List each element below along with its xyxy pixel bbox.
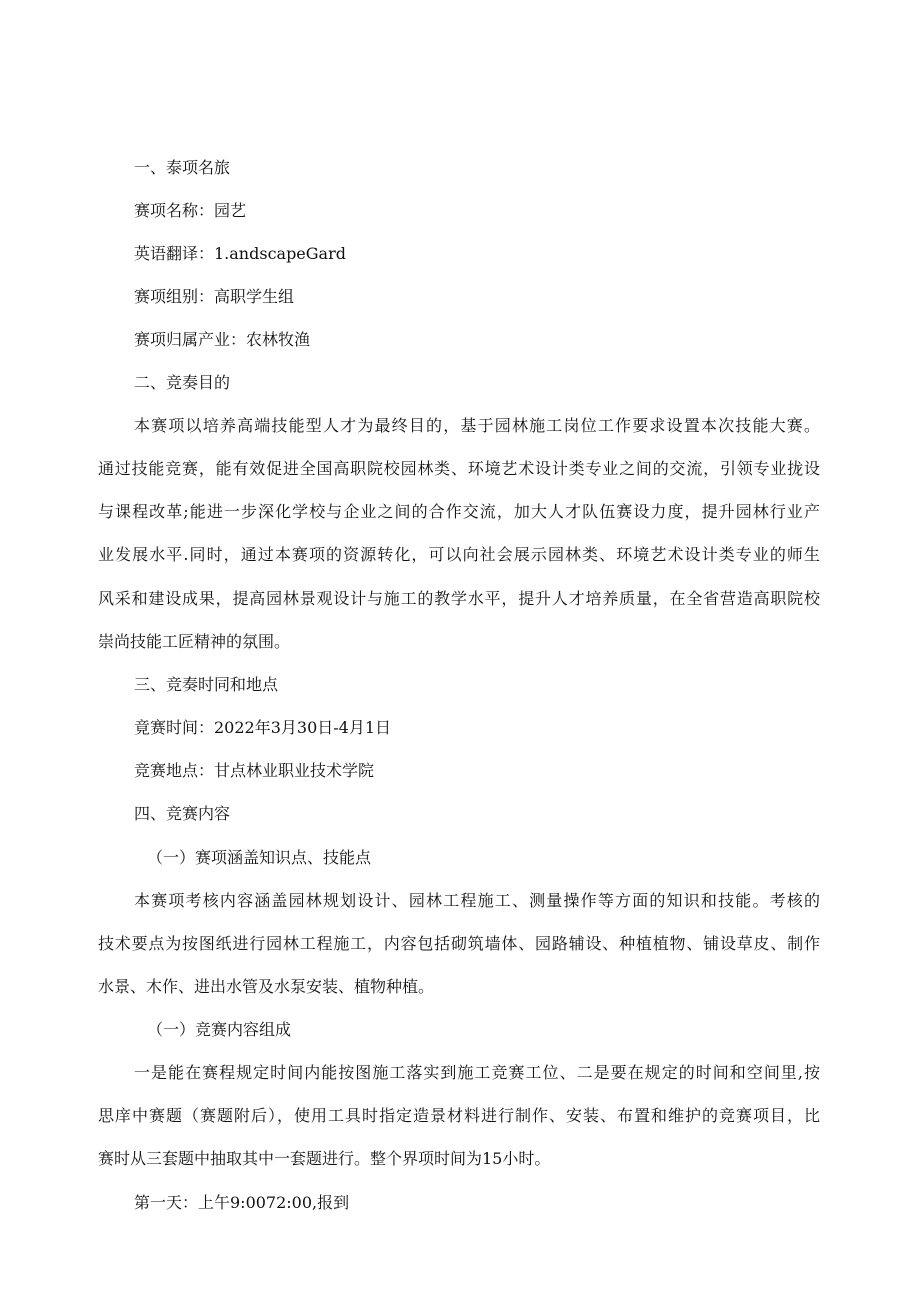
composition-line: 赛时从三套题中抽取其中一套题进行。整个界项时间为15小时。 [98, 1149, 551, 1168]
item-industry: 赛项归属产业：农林牧渔 [134, 330, 311, 349]
content-line: 本赛项考核内容涵盖园林规划设计、园林工程施工、测量操作等方面的知识和技能。考核的 [134, 891, 820, 910]
subsection-heading-2: （一）竞赛内容组成 [147, 1020, 292, 1039]
purpose-line: 业发展水平.同时，通过本赛项的资源转化，可以向社会展示园林类、环境艺术设计类专业的师生 [98, 545, 820, 564]
item-group: 赛项组别：高职学生组 [134, 287, 295, 306]
item-name: 赛项名称：园艺 [134, 201, 247, 220]
purpose-line: 风采和建设成果，提高园林景观设计与施工的教学水平，提升人才培养质量，在全省营造高职院校 [98, 589, 820, 608]
section-heading-1: 一、泰项名旅 [134, 158, 231, 177]
purpose-line: 与课程改革;能进一步深化学校与企业之间的合作交流，加大人才队伍赛设力度，提升园林行业产 [98, 502, 820, 521]
item-english: 英语翻译：1.andscapeGard [134, 244, 346, 263]
composition-line: 一是能在赛程规定时间内能按图施工落实到施工竞赛工位、二是要在规定的时间和空间里,按 [134, 1063, 820, 1082]
section-heading-2: 二、竞奏目的 [134, 373, 231, 392]
subsection-heading-1: （一）赛项涵盖知识点、技能点 [147, 848, 372, 867]
content-line: 水景、木作、进出水管及水泵安装、植物种植。 [98, 977, 435, 996]
content-line: 技术要点为按图纸进行园林工程施工，内容包括砌筑墙体、园路辅设、种植植物、铺设草皮、制作 [98, 934, 820, 953]
purpose-line: 本赛项以培养高端技能型人才为最终目的，基于园林施工岗位工作要求设置本次技能大赛。 [134, 416, 820, 435]
section-heading-4: 四、竞赛内容 [134, 804, 231, 823]
purpose-line: 通过技能竞赛，能有效促进全国高职院校园林类、环境艺术设计类专业之间的交流，引领专业拢设 [98, 459, 820, 478]
section-heading-3: 三、竞奏时同和地点 [134, 675, 279, 694]
purpose-line: 崇尚技能工匠精神的氛围。 [98, 632, 291, 651]
schedule-day-one: 第一天：上午9:0072:00,报到 [134, 1193, 350, 1212]
competition-place: 竞赛地点：甘点林业职业技术学院 [134, 761, 375, 780]
competition-time: 竟赛时间：2022年3月30日-4月1日 [134, 718, 392, 737]
composition-line: 思庠中赛题（赛题附后），使用工具时指定造景材料进行制作、安装、布置和维护的竞赛项目，比 [98, 1106, 820, 1125]
